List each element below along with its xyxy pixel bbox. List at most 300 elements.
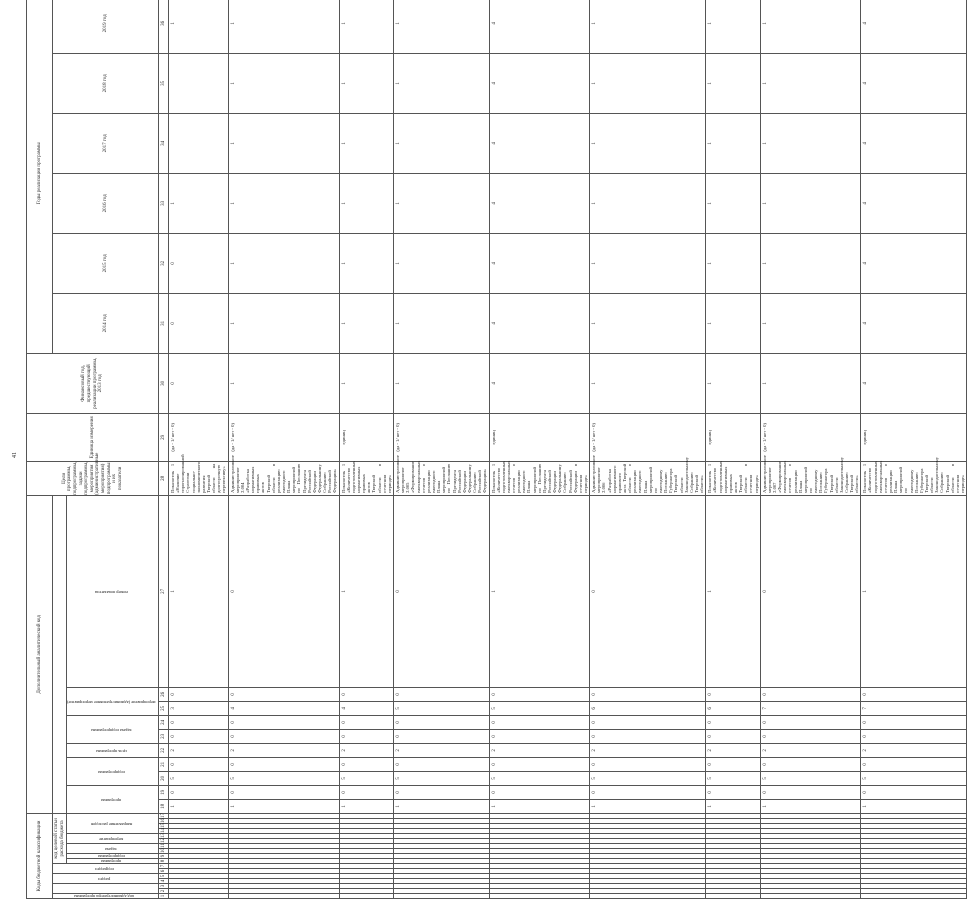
budget-code-cell <box>489 839 590 844</box>
budget-code-cell <box>590 849 706 854</box>
analytic-code-digit: 0 <box>393 729 489 743</box>
budget-code-cell <box>169 819 229 824</box>
budget-code-cell <box>339 859 393 864</box>
analytic-code-digit: 0 <box>590 715 706 729</box>
budget-code-cell <box>861 844 967 849</box>
budget-code-cell <box>169 849 229 854</box>
budget-code-cell <box>393 859 489 864</box>
year-value: 1 <box>706 293 760 353</box>
year-value: 1 <box>760 173 861 233</box>
year-value: 1 <box>590 233 706 293</box>
budget-code-cell <box>339 839 393 844</box>
budget-code-cell <box>339 849 393 854</box>
budget-code-cell <box>760 879 861 884</box>
rotated-table-container <box>26 4 966 899</box>
header-csr-2 <box>67 854 159 859</box>
budget-code-cell <box>228 819 339 824</box>
column-number: 16 <box>159 819 169 824</box>
analytic-code-digit: 5 <box>590 771 706 785</box>
fin-year-value: 4 <box>861 353 967 413</box>
analytic-code-digit: 3 <box>169 701 229 715</box>
razdel-label: раздел <box>98 876 111 882</box>
analytic-code-digit: 0 <box>228 687 339 701</box>
analytic-sub-label: номер показателя <box>94 589 128 595</box>
analytic-code-digit: 5 <box>489 701 590 715</box>
budget-code-cell <box>489 874 590 879</box>
unit-cell: единиц <box>489 413 590 461</box>
budget-code-cell <box>706 879 760 884</box>
budget-code-cell <box>169 844 229 849</box>
analytic-code-digit: 0 <box>760 785 861 799</box>
analytic-code-digit: 2 <box>228 743 339 757</box>
header-years: Годы реализации программы <box>27 0 53 353</box>
budget-code-cell <box>393 849 489 854</box>
budget-code-cell <box>393 869 489 874</box>
analytic-code-digit: 2 <box>393 743 489 757</box>
analytic-code-digit: 1 <box>760 799 861 813</box>
budget-code-cell <box>393 819 489 824</box>
header-year-2: 2015 год <box>53 233 159 293</box>
budget-code-cell <box>590 889 706 894</box>
budget-code-cell <box>339 824 393 829</box>
budget-code-cell <box>489 889 590 894</box>
analytic-code-digit: 7 <box>760 701 861 715</box>
analytic-code-digit: 0 <box>590 785 706 799</box>
analytic-code-digit: 0 <box>590 495 706 687</box>
budget-code-cell <box>861 874 967 879</box>
analytic-code-digit: 5 <box>861 771 967 785</box>
table-row <box>169 0 229 899</box>
analytic-code-digit: 0 <box>489 757 590 771</box>
fin-year-value: 1 <box>590 353 706 413</box>
analytic-code-digit: 1 <box>489 495 590 687</box>
unit-cell: (да - 1/ нет - 0) <box>760 413 861 461</box>
budget-code-cell <box>489 824 590 829</box>
budget-code-cell <box>228 874 339 879</box>
budget-code-cell <box>760 844 861 849</box>
year-value: 1 <box>706 53 760 113</box>
budget-code-cell <box>393 829 489 834</box>
year-value: 4 <box>489 173 590 233</box>
budget-code-cell <box>590 859 706 864</box>
budget-code-cell <box>590 894 706 899</box>
header-csr-4 <box>67 834 159 844</box>
year-value: 1 <box>169 173 229 233</box>
year-value <box>169 113 229 173</box>
budget-code-cell <box>706 819 760 824</box>
year-value: 1 <box>760 53 861 113</box>
analytic-code-digit: 0 <box>228 757 339 771</box>
budget-code-cell <box>590 813 706 818</box>
column-number: 15 <box>159 824 169 829</box>
budget-code-cell <box>489 894 590 899</box>
year-value: 1 <box>393 233 489 293</box>
budget-code-cell <box>706 854 760 859</box>
column-number: 10 <box>159 849 169 854</box>
table-row <box>760 0 861 899</box>
year-value: 1 <box>706 233 760 293</box>
budget-code-cell <box>760 849 861 854</box>
analytic-code-digit: 5 <box>169 771 229 785</box>
analytic-code-digit: 0 <box>169 785 229 799</box>
year-value: 1 <box>590 293 706 353</box>
year-value: 4 <box>489 53 590 113</box>
year-value: 1 <box>339 53 393 113</box>
column-number: 18 <box>159 799 169 813</box>
analytic-code-digit: 0 <box>393 715 489 729</box>
year-value: 1 <box>228 173 339 233</box>
table-row <box>393 0 489 899</box>
csr-sub-label: мероприятие <box>99 836 124 842</box>
budget-code-cell <box>861 839 967 844</box>
column-number: 34 <box>159 113 169 173</box>
budget-code-cell <box>489 869 590 874</box>
header-fin-year: Финансовый год, предшествующий реализации программы, 2013 год <box>27 353 159 413</box>
fin-year-value: 1 <box>760 353 861 413</box>
unit-cell: единиц <box>339 413 393 461</box>
analytic-code-digit: 0 <box>228 715 339 729</box>
analytic-code-digit: 2 <box>590 743 706 757</box>
year-value: 1 <box>228 293 339 353</box>
budget-code-cell <box>339 854 393 859</box>
year-value: 1 <box>590 113 706 173</box>
analytic-code-digit: 2 <box>169 743 229 757</box>
fin-year-value: 4 <box>489 353 590 413</box>
budget-code-cell <box>489 829 590 834</box>
fin-year-value: 1 <box>393 353 489 413</box>
table-row <box>339 0 393 899</box>
header-row-1 <box>27 0 53 899</box>
year-value: 1 <box>760 0 861 53</box>
budget-code-cell <box>861 859 967 864</box>
header-year-6: 2019 год <box>53 0 159 53</box>
header-csr-5 <box>67 813 159 833</box>
analytic-code-digit: 5 <box>339 771 393 785</box>
budget-code-cell <box>339 889 393 894</box>
budget-code-cell <box>228 813 339 818</box>
budget-code-cell <box>228 834 339 839</box>
column-number: 35 <box>159 53 169 113</box>
year-value: 4 <box>489 113 590 173</box>
budget-code-cell <box>760 869 861 874</box>
header-podrazdel <box>53 864 159 874</box>
year-value <box>169 53 229 113</box>
budget-code-cell <box>489 854 590 859</box>
column-number: 31 <box>159 293 169 353</box>
analytic-code-digit: 5 <box>228 771 339 785</box>
header-analytic-5 <box>67 687 159 715</box>
admin-code-label: код администратора программы <box>74 894 135 899</box>
analytic-code-digit: 0 <box>590 687 706 701</box>
indicator-description: Административное мероприятие 2.004 «Разработка нормативных правовых актов Тверской области в реализацию ежегодного Плана мероприятий по Посланию Президента Российской Федерации Федеральному Собранию Российской Федерации» <box>228 461 339 495</box>
header-analytic-1 <box>67 785 159 813</box>
analytic-sub-label: мероприятие (административное мероприятие) <box>67 699 156 705</box>
year-value: 4 <box>861 293 967 353</box>
csr-sub-label: подпрограмма <box>97 854 125 859</box>
budget-code-cell <box>861 879 967 884</box>
analytic-code-digit: 1 <box>706 495 760 687</box>
budget-code-cell <box>228 869 339 874</box>
column-number: 8 <box>159 859 169 864</box>
budget-code-cell <box>169 879 229 884</box>
budget-code-cell <box>706 824 760 829</box>
budget-code-cell <box>706 884 760 889</box>
header-admin-code-digits <box>53 884 159 894</box>
header-analytic-4 <box>67 715 159 743</box>
podrazdel-label: подраздел <box>94 866 114 872</box>
column-number: 24 <box>159 715 169 729</box>
analytic-code-digit: 0 <box>393 785 489 799</box>
budget-code-cell <box>228 864 339 869</box>
header-analytic-spacer <box>53 495 67 813</box>
budget-code-cell <box>489 849 590 854</box>
analytic-code-digit: 5 <box>706 771 760 785</box>
analytic-code-digit: 1 <box>590 799 706 813</box>
analytic-code-digit: 1 <box>169 495 229 687</box>
budget-code-cell <box>228 859 339 864</box>
analytic-code-digit: 0 <box>228 785 339 799</box>
fin-year-value: 1 <box>339 353 393 413</box>
analytic-code-digit: 0 <box>489 715 590 729</box>
budget-code-cell <box>861 864 967 869</box>
year-value: 0 <box>169 233 229 293</box>
year-value: 1 <box>393 53 489 113</box>
budget-code-cell <box>169 884 229 889</box>
analytic-code-digit: 0 <box>861 757 967 771</box>
year-value: 1 <box>228 233 339 293</box>
budget-code-cell <box>706 889 760 894</box>
column-number: 27 <box>159 495 169 687</box>
budget-code-cell <box>861 884 967 889</box>
header-razdel <box>53 874 159 884</box>
header-analytic-6 <box>67 495 159 687</box>
budget-code-cell <box>339 829 393 834</box>
column-number: 5 <box>159 874 169 879</box>
indicator-description: Административное мероприятие 2.007 «Формирование ежеквартальных отчетов о реализации Плана мероприятий по ежегодному Посланию Губернатора Тверской области Законодательному Собранию Тверской области» <box>760 461 861 495</box>
budget-code-cell <box>228 879 339 884</box>
budget-code-cell <box>760 884 861 889</box>
analytic-code-digit: 1 <box>339 495 393 687</box>
analytic-code-digit: 0 <box>339 687 393 701</box>
analytic-code-digit: 6 <box>590 701 706 715</box>
column-number: 36 <box>159 0 169 53</box>
budget-code-cell <box>228 844 339 849</box>
budget-code-cell <box>228 824 339 829</box>
budget-code-cell <box>760 839 861 844</box>
analytic-code-digit: 0 <box>861 715 967 729</box>
analytic-code-digit: 6 <box>706 701 760 715</box>
budget-code-cell <box>861 894 967 899</box>
budget-code-cell <box>169 813 229 818</box>
budget-code-cell <box>590 834 706 839</box>
column-number: 4 <box>159 879 169 884</box>
budget-code-cell <box>706 859 760 864</box>
year-value: 4 <box>861 53 967 113</box>
column-number: 14 <box>159 829 169 834</box>
year-value: 1 <box>590 0 706 53</box>
budget-code-cell <box>228 884 339 889</box>
analytic-code-digit: 0 <box>861 785 967 799</box>
budget-code-cell <box>590 854 706 859</box>
budget-code-cell <box>861 849 967 854</box>
budget-code-cell <box>706 869 760 874</box>
budget-code-cell <box>861 834 967 839</box>
scanned-page <box>26 4 966 899</box>
analytic-sub-label: цель программы <box>95 748 127 754</box>
budget-code-cell <box>339 813 393 818</box>
analytic-code-digit: 4 <box>339 701 393 715</box>
budget-code-cell <box>590 839 706 844</box>
budget-code-cell <box>706 839 760 844</box>
budget-code-cell <box>393 879 489 884</box>
budget-code-cell <box>393 824 489 829</box>
year-value: 1 <box>706 173 760 233</box>
analytic-code-digit: 1 <box>393 799 489 813</box>
budget-code-cell <box>590 824 706 829</box>
budget-code-cell <box>489 884 590 889</box>
column-number: 22 <box>159 743 169 757</box>
analytic-code-digit: 5 <box>760 771 861 785</box>
analytic-code-digit: 0 <box>339 757 393 771</box>
year-value: 4 <box>489 233 590 293</box>
analytic-code-digit: 0 <box>339 715 393 729</box>
header-csr-1 <box>67 859 159 864</box>
year-value: 4 <box>489 0 590 53</box>
indicator-description: Показатель 1 «Наличие спрогнозированной Стратегии социально-экономического развития Тверской области на долгосрочную перспективу» <box>169 461 229 495</box>
analytic-code-digit: 1 <box>339 799 393 813</box>
budget-code-cell <box>706 864 760 869</box>
budget-code-cell <box>861 869 967 874</box>
budget-code-cell <box>760 859 861 864</box>
column-number: 3 <box>159 884 169 889</box>
analytic-code-digit: 5 <box>393 771 489 785</box>
year-value: 1 <box>393 293 489 353</box>
header-analytic: Дополнительный аналитический код <box>27 495 53 813</box>
unit-cell: единиц <box>706 413 760 461</box>
column-number: 29 <box>159 413 169 461</box>
analytic-code-digit: 0 <box>760 757 861 771</box>
analytic-code-digit: 0 <box>489 729 590 743</box>
year-value: 1 <box>228 53 339 113</box>
column-number-row <box>159 0 169 899</box>
table-row <box>489 0 590 899</box>
year-value: 1 <box>590 53 706 113</box>
year-value: 1 <box>339 113 393 173</box>
table-row <box>228 0 339 899</box>
budget-code-cell <box>169 894 229 899</box>
budget-code-cell <box>590 884 706 889</box>
budget-code-cell <box>590 844 706 849</box>
analytic-code-digit: 0 <box>706 757 760 771</box>
year-value: 1 <box>339 293 393 353</box>
year-value: 1 <box>590 173 706 233</box>
analytic-code-digit: 0 <box>169 729 229 743</box>
year-value: 1 <box>706 0 760 53</box>
column-number: 28 <box>159 461 169 495</box>
year-value: 1 <box>706 113 760 173</box>
budget-code-cell <box>169 869 229 874</box>
budget-code-cell <box>393 813 489 818</box>
analytic-code-digit: 1 <box>861 799 967 813</box>
budget-code-cell <box>590 869 706 874</box>
year-value: 1 <box>760 293 861 353</box>
header-year-4: 2017 год <box>53 113 159 173</box>
column-number: 25 <box>159 701 169 715</box>
header-csr-3 <box>67 844 159 854</box>
column-number: 33 <box>159 173 169 233</box>
year-value: 1 <box>393 173 489 233</box>
budget-code-cell <box>228 854 339 859</box>
analytic-sub-label: подпрограмма <box>97 769 125 775</box>
analytic-code-digit: 0 <box>228 495 339 687</box>
column-number: 11 <box>159 844 169 849</box>
analytic-code-digit: 0 <box>169 687 229 701</box>
budget-code-cell <box>861 824 967 829</box>
csr-sub-label: программа <box>101 859 122 864</box>
budget-code-cell <box>760 834 861 839</box>
csr-sub-label: направление расходов <box>90 821 132 827</box>
column-number: 6 <box>159 869 169 874</box>
analytic-code-digit: 2 <box>339 743 393 757</box>
indicator-description: Показатель 1 «Количество подготовленных нормативных правовых актов Тверской области в отчетном периоде» <box>339 461 393 495</box>
analytic-code-digit: 0 <box>861 729 967 743</box>
budget-code-cell <box>169 829 229 834</box>
year-value: 1 <box>760 113 861 173</box>
analytic-code-digit: 0 <box>228 729 339 743</box>
analytic-code-digit: 0 <box>169 757 229 771</box>
indicator-description: Административное мероприятие 2.006 «Разработка нормативного правового акта Тверской области о реализации ежегодного Плана мероприятий по ежегодному Посланию Губернатора Тверской области Законодательному Собранию Тверской области» <box>590 461 706 495</box>
budget-code-cell <box>393 874 489 879</box>
budget-code-cell <box>760 874 861 879</box>
budget-code-cell <box>760 894 861 899</box>
indicator-description: Показатель 1 «Количество подготовленных нормативных правовых актов Тверской области в отчетном периоде» <box>706 461 760 495</box>
unit-cell: единиц <box>861 413 967 461</box>
budget-code-cell <box>760 854 861 859</box>
column-number: 9 <box>159 854 169 859</box>
fin-year-value: 0 <box>169 353 229 413</box>
budget-code-cell <box>706 874 760 879</box>
budget-code-cell <box>489 859 590 864</box>
budget-code-cell <box>393 844 489 849</box>
program-indicators-table <box>26 0 967 899</box>
budget-code-cell <box>760 889 861 894</box>
analytic-code-digit: 0 <box>339 729 393 743</box>
indicator-description: Показатель 1 «Количество подготовленных ежеквартальных отчетов о реализации ежегодного Плана мероприятий по Посланию Президента Российской Федерации Федеральному Собранию Российской Федерации в отчетном периоде» <box>489 461 590 495</box>
column-number: 12 <box>159 839 169 844</box>
budget-code-cell <box>339 879 393 884</box>
csr-sub-label: задача <box>105 846 118 852</box>
header-analytic-3 <box>67 743 159 757</box>
analytic-code-digit: 0 <box>706 715 760 729</box>
budget-code-cell <box>861 813 967 818</box>
indicator-description: Административное мероприятие 2.005 «Формирование ежеквартальных отчетов о реализации ежегодного Плана мероприятий по Посланию Президента Российской Федерации Федеральному Собранию Российской Федерации» <box>393 461 489 495</box>
analytic-code-digit: 0 <box>489 785 590 799</box>
budget-code-cell <box>228 849 339 854</box>
header-year-5: 2018 год <box>53 53 159 113</box>
header-goal: Цели программы, подпрограммы, задачи подпрограммы, мероприятия (административные мероприятия) подпрограммы и их показатели <box>27 461 159 495</box>
budget-code-cell <box>861 829 967 834</box>
column-number: 23 <box>159 729 169 743</box>
column-number: 32 <box>159 233 169 293</box>
analytic-code-digit: 0 <box>706 687 760 701</box>
analytic-code-digit: 0 <box>760 687 861 701</box>
budget-code-cell <box>169 874 229 879</box>
budget-code-cell <box>489 813 590 818</box>
budget-code-cell <box>706 849 760 854</box>
page-number: 41 <box>12 452 18 458</box>
budget-code-cell <box>393 864 489 869</box>
year-value: 4 <box>861 173 967 233</box>
